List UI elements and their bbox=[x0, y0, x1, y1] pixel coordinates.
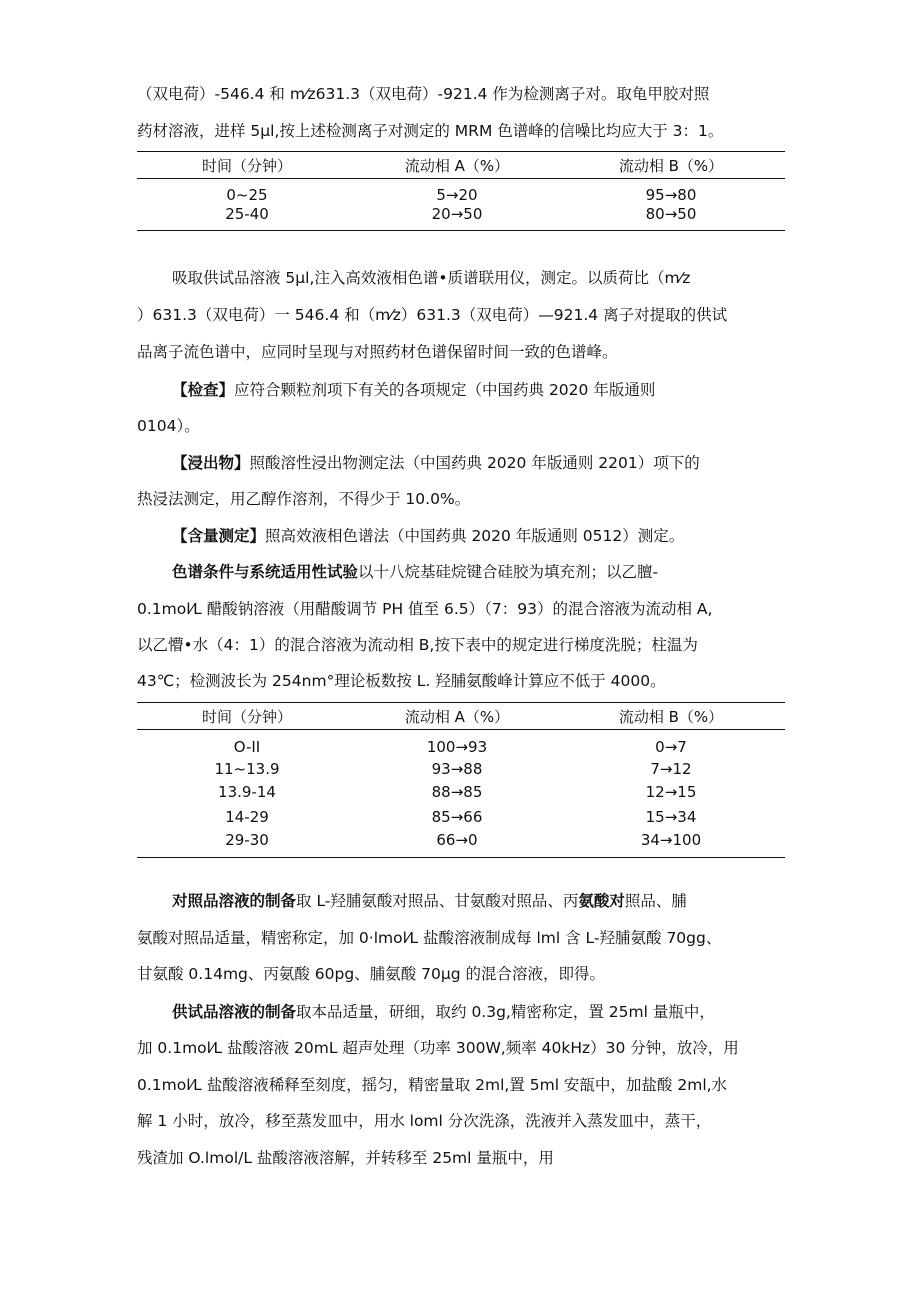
extract-line2: 热浸法测定，用乙醇作溶剂，不得少于 10.0%。 bbox=[137, 490, 471, 508]
sample-line5: 残渣加 O.lmol/L 盐酸溶液溶解，并转移至 25ml 量瓶中，用 bbox=[137, 1149, 554, 1167]
check-label: 【检查】 bbox=[172, 381, 235, 399]
gradient-table-1 bbox=[137, 151, 785, 231]
ref-line2: 氨酸对照品适量，精密称定，加 0·lmol⁄L 盐酸溶液制成每 lml 含 L-羟脯氨酸 70gg、 bbox=[137, 929, 722, 947]
table-cell: 100→93 bbox=[426, 737, 488, 756]
assay-text: 照高效液相色谱法（中国药典 2020 年版通则 0512）测定。 bbox=[265, 527, 685, 545]
table-cell: 14-29 bbox=[225, 808, 269, 826]
sample-text: 取本品适量，研细，取约 0.3g,精密称定，置 25ml 量瓶中， bbox=[296, 1003, 715, 1021]
table-cell: 12→15 bbox=[645, 783, 697, 801]
extract-text: 照酸溶性浸出物测定法（中国药典 2020 年版通则 2201）项下的 bbox=[249, 454, 700, 472]
table-row bbox=[137, 730, 785, 758]
table-header-cell: 流动相 A（%） bbox=[357, 703, 557, 730]
ref-text-bold: 氨酸对 bbox=[578, 892, 625, 910]
table-row bbox=[137, 805, 785, 830]
table-cell: 20→50 bbox=[357, 205, 557, 231]
table-header-cell: 时间（分钟） bbox=[137, 703, 357, 730]
para2-line1: 吸取供试品溶液 5μl,注入高效液相色谱•质谱联用仪，测定。以质荷比（m⁄z bbox=[172, 269, 691, 287]
para2-line2: ）631.3（双电荷）一 546.4 和（m⁄z）631.3（双电荷）—921.4 离子对提取的供试 bbox=[137, 306, 728, 324]
extract-label: 【浸出物】 bbox=[172, 454, 250, 472]
chrom-line4: 43℃；检测波长为 254nm°理论板数按 L. 羟脯氨酸峰计算应不低于 4000。 bbox=[137, 672, 666, 690]
sample-line1 bbox=[172, 994, 822, 1030]
para1-line2: 药材溶液，进样 5μl,按上述检测离子对测定的 MRM 色谱峰的信噪比均应大于 3：1。 bbox=[137, 122, 724, 140]
table-cell: 80→50 bbox=[557, 205, 785, 231]
assay-label: 【含量测定】 bbox=[172, 527, 266, 545]
table-row bbox=[137, 758, 785, 780]
table-cell: 93→88 bbox=[431, 759, 483, 778]
table-cell: 25-40 bbox=[137, 205, 357, 231]
table-cell: 88→85 bbox=[431, 783, 483, 801]
sample-line4: 解 1 小时，放冷，移至蒸发皿中，用水 loml 分次洗涤，洗液并入蒸发皿中，蒸干， bbox=[137, 1112, 712, 1130]
table-row bbox=[137, 179, 785, 205]
table-header-row bbox=[137, 703, 785, 730]
table-cell: 5→20 bbox=[436, 185, 478, 204]
ref-line1 bbox=[172, 883, 822, 919]
table-row bbox=[137, 830, 785, 858]
chrom-label: 色谱条件与系统适用性试验 bbox=[172, 563, 359, 581]
sample-label: 供试品溶液的制备 bbox=[172, 1003, 297, 1021]
table-cell: 7→12 bbox=[650, 759, 692, 778]
assay-line bbox=[172, 518, 822, 554]
chrom-line2: 0.1mol⁄L 醋酸钠溶液（用醋酸调节 PH 值至 6.5）（7：93）的混合溶液为流动相 A, bbox=[137, 600, 713, 618]
sample-line2: 加 0.1mol⁄L 盐酸溶液 20mL 超声处理（功率 300W,频率 40kHz）30 分钟，放冷，用 bbox=[137, 1039, 739, 1057]
table-cell: 29-30 bbox=[137, 830, 357, 858]
chrom-line1 bbox=[172, 554, 822, 590]
table-row bbox=[137, 205, 785, 231]
gradient-table-2 bbox=[137, 702, 785, 858]
table-cell: 34→100 bbox=[557, 830, 785, 858]
check-text: 应符合颗粒剂项下有关的各项规定（中国药典 2020 年版通则 bbox=[234, 381, 656, 399]
ref-line3: 甘氨酸 0.14mg、丙氨酸 60pg、脯氨酸 70μg 的混合溶液，即得。 bbox=[137, 965, 605, 983]
table-cell: 95→80 bbox=[645, 185, 697, 204]
table-cell: 66→0 bbox=[357, 830, 557, 858]
ref-text-a: 取 L-羟脯氨酸对照品、甘氨酸对照品、丙 bbox=[296, 892, 579, 910]
table-header-cell: 流动相 A（%） bbox=[357, 152, 557, 179]
table-header-cell: 流动相 B（%） bbox=[557, 152, 785, 179]
ref-label: 对照品溶液的制备 bbox=[172, 892, 297, 910]
sample-line3: 0.1mol⁄L 盐酸溶液稀释至刻度，摇匀，精密量取 2ml,置 5ml 安瓿中，加盐酸 2ml,水 bbox=[137, 1076, 728, 1094]
para1-line1: （双电荷）-546.4 和 m⁄z631.3（双电荷）-921.4 作为检测离子对。取龟甲胶对照 bbox=[137, 85, 710, 103]
table-cell: 85→66 bbox=[431, 808, 483, 826]
chrom-line3: 以乙懵•水（4：1）的混合溶液为流动相 B,按下表中的规定进行梯度洗脱；柱温为 bbox=[137, 636, 698, 654]
table-cell: 11~13.9 bbox=[214, 759, 280, 778]
extract-line1 bbox=[172, 445, 822, 481]
table-cell: 0~25 bbox=[226, 185, 268, 204]
check-line2: 0104）。 bbox=[137, 417, 200, 435]
table-header-row bbox=[137, 152, 785, 179]
table-cell: 0→7 bbox=[655, 737, 687, 756]
table-cell: 15→34 bbox=[645, 808, 697, 826]
table-cell: 13.9-14 bbox=[218, 783, 276, 801]
para2-line3: 品离子流色谱中，应同时呈现与对照药材色谱保留时间一致的色谱峰。 bbox=[137, 343, 618, 361]
table-header-cell: 时间（分钟） bbox=[137, 152, 357, 179]
ref-text-c: 照品、脯 bbox=[624, 892, 687, 910]
chrom-text: 以十八烷基硅烷键合硅胶为填充剂；以乙膻- bbox=[358, 563, 659, 581]
table-cell: O-II bbox=[233, 737, 261, 756]
check-line1 bbox=[172, 372, 822, 408]
table-row bbox=[137, 780, 785, 805]
table-header-cell: 流动相 B（%） bbox=[557, 703, 785, 730]
